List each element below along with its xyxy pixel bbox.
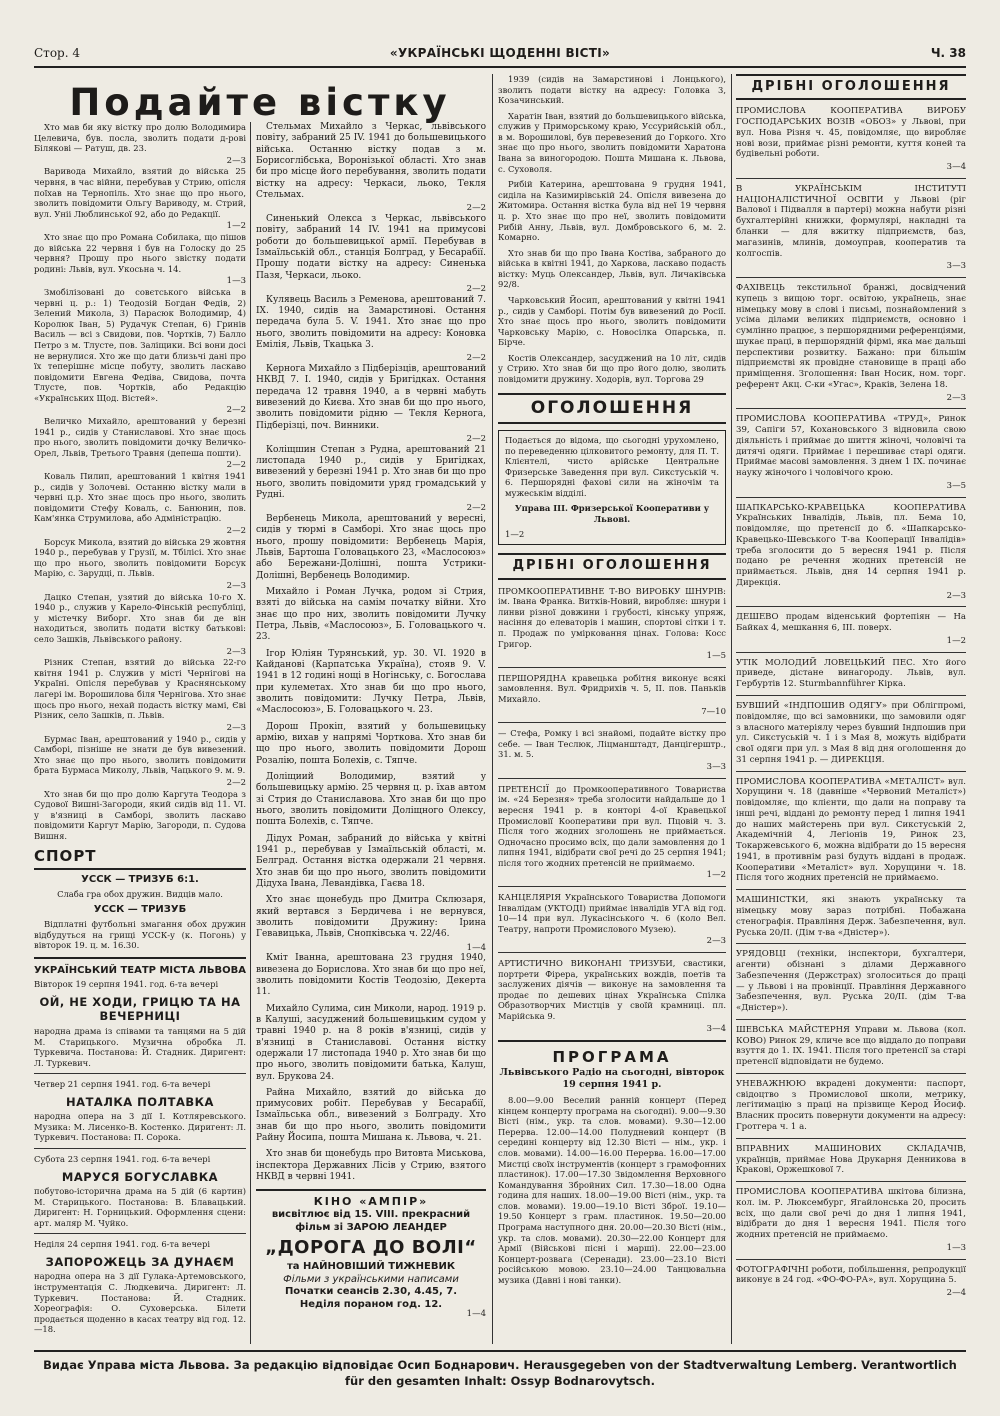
- divider: [736, 695, 966, 696]
- notice: Дорош Прокіп, взятий у большевицьку армію, вихав у напрямі Чорткова. Хто знав би що про нього, зволить повідомити Дорош Розалію, пошта Болехів, с. Тяпче.: [256, 721, 486, 766]
- notice: Бурмас Іван, арештований у 1940 р., сидів у Самборі, пізніше не знати де був вивезений. Хто знає що про нього, зволить повідомити брата Бурмаса Миколу, Львів, Чацького 9. м. 9.: [34, 733, 246, 776]
- divider: [34, 1148, 246, 1149]
- ad-tag: 2—3: [226, 155, 246, 166]
- notice: Хто знав би що про Івана Костіва, забраного до війська в квітні 1941, до Харкова, ласкаво подасть вістку: Муць Олександер, Львів, вул. Личаківська 92/8.: [498, 247, 726, 290]
- notice: Доліщиий Володимир, взятий у большевицьку армію. 25 червня ц. р. їхав автом зі Стрия до Станиславова. Хто знав би що про нього, зволить повідомити Доліщного Олексу, пошта Болехів, с. Тяпче.: [256, 771, 486, 828]
- divider: [498, 778, 726, 779]
- ad-tag: 1—4: [466, 942, 486, 953]
- divider: [498, 667, 726, 668]
- small-ad: ПРОМИСЛОВА КООПЕРАТИВА шкітова білизна, кол. ім. Р. Люксембург, Ягайлонська 20, просить всіх, що дали свої речі до дня 1 липня 1941, відібрати до дня 1 вересня 1941. Після того жодних претенсій не приймаємо.: [736, 1187, 966, 1241]
- notice: Коваль Пилип, арештований 1 квітня 1941 р., сидів у Золочеві. Останню вістку мали в червні ц.р. Хто знає щось про нього, зволить повідомити Стефу Коваль, с. Банюнин, пов. Кам'янка Струмилова, або Адміністрацію.: [34, 471, 246, 524]
- notice: Михайло і Роман Лучка, родом зі Стрия, взяті до війська на самім початку війни. Хто знає що про них, зволить повідомити Лучку Петра, Львів, «Маслосоюз», Б. Головацького ч. 23.: [256, 587, 486, 643]
- ad-tag: 1—4: [466, 1308, 486, 1319]
- small-ad: ДЕШЕВО продам віденський фортепіян — На Байках 4, мешкання 6, III. поверх.: [736, 612, 966, 634]
- ad-tag: 7—10: [701, 706, 726, 717]
- notice: Стельмах Михайло з Черкас, львівського повіту, забраний 25 IV. 1941 до большевицького війська. Останню вістку подав з м. Борисоглібська, Воронізької області. Хто знав би про місце його перебування, зволить подати вістку на адресу: Черкаси, льоко, Текля Стельмах.: [256, 122, 486, 200]
- ad-tag: 2—2: [466, 433, 486, 444]
- play-desc: народна опера на 3 дії Гулака-Артемовського, інструментація С. Людкевича. Диригент: Л. Туркевич. Постанова: Й. Стадник. Хореографія: О. Суховерська. Білети продається щоденно в касах театру від год. 12.—18.: [34, 1271, 246, 1335]
- small-ad: МАШИНІСТКИ, які знають українську та німецьку мову зараз потрібні. Побажана стенографія. Правління Держ. Забезпечення, вул. Руська 20/II. (Дім т-ва «Дністер»).: [736, 895, 966, 938]
- announcements-heading: ОГОЛОШЕННЯ: [498, 393, 726, 424]
- divider: [34, 957, 246, 959]
- divider: [498, 1040, 726, 1042]
- column-rule: [492, 74, 493, 1344]
- ad-tag: 2—3: [706, 936, 726, 947]
- notice: Синенький Олекса з Черкас, львівського повіту, забраний 14 IV. 1941 на примусові роботи до большевицької армії. Перебував в Ізмаїльській обл., станція Болград, у Бесарабії. Прошу подати вістку на адресу: Синенька Пазя, Черкаси, льоко.: [256, 214, 486, 281]
- notice: Величко Михайло, арештований у березні 1941 р., сидів у Станиславові. Хто знає щось про нього, зволить повідомити дочку Величко-Орел, Львів, Третього Травня (депеша пошти).: [34, 416, 246, 458]
- sport-heading: СПОРТ: [34, 847, 246, 870]
- notice: Хто мав би яку вістку про долю Володимира Целевича, був. посла, зволить подати д-рові Білякові — Ратуш, дв. 23.: [34, 122, 246, 154]
- radio-heading: ПРОГРАМА: [552, 1048, 672, 1067]
- divider: [498, 952, 726, 953]
- column-rule: [250, 122, 251, 1344]
- notice: Кернога Михайло з Підберізців, арештований НКВД 7. I. 1940, сидів у Бригідках. Остання передача 12 травня 1940, а в червні мабуть вивезений до Києва. Хто знав би що про нього, зволить повідомити рідню — Текля Кернога, Підберізці, поч. Винники.: [256, 364, 486, 431]
- small-ad: — Стефа, Ромку і всі знайомі, подайте вістку про себе. — Іван Теслюк, Ліцманштадт, Данцігерштр., 31. м. 5.: [498, 728, 726, 760]
- ad-tag: 2—2: [226, 526, 246, 537]
- ad-tag: 2—3: [226, 722, 246, 733]
- newspaper-title: «УКРАЇНСЬКІ ЩОДЕННІ ВІСТІ»: [389, 46, 611, 60]
- small-ad: УНЕВАЖНЮЮ вкрадені документи: паспорт, свідоцтво з Промислової школи, метрику, легітимацію з праці на прізвище Керод Йосиф. Власник просить повернути документи на адресу: Гротгера ч. 1 а.: [736, 1078, 966, 1133]
- divider: [736, 277, 966, 278]
- imprint-line-1: Видає Управа міста Львова. За редакцію відповідає Осип Боднарович. Herausgegeben von der Stadtverwaltung Lemberg. Verantwortlich: [43, 1358, 957, 1372]
- radio-subheading: Львівського Радіо на сьогодні, вівторок 19 серпня 1941 р.: [499, 1067, 725, 1091]
- small-ad: АРТИСТИЧНО ВИКОНАНІ ТРИЗУБИ, свастики, портрети Фірера, українських вождів, поетів та заслужених діячів — виконує на замовлення та продає по дешевих цінах Українська Спілка Образотворчих Мистців у своїй крамниці. пл. Марійська 9.: [498, 958, 726, 1021]
- play-title: ОЙ, НЕ ХОДИ, ГРИЦЮ ТА НА ВЕЧЕРНИЦІ: [39, 994, 241, 1024]
- small-ad: ПРЕТЕНСІЇ до Промкооперативного Товариства ім. «24 Березня» треба зголосити найдальше до 1 вересня 1941 р. в конторі 4-ої Кравецької Промисловії Кооперативи при вул. Пцовій ч. 3. Після того жодних зголошень не приймається. Одночасно просимо всіх, що дали замовлення до 1 липня 1941, відібрати свої речі до 25 серпня 1941; після того жодних претенсій не приймаємо.: [498, 783, 726, 868]
- small-ad: ШЕВСЬКА МАЙСТЕРНЯ Управи м. Львова (кол. КОВО) Ринок 29, кличе все що віддало до поправи взуття до 1. IX. 1941. Після того претенсії за старі претенсії відповідати не будемо.: [736, 1024, 966, 1068]
- ad-tag: 1—2: [505, 529, 525, 540]
- play-title: НАТАЛКА ПОЛТАВКА: [66, 1094, 214, 1109]
- divider: [736, 178, 966, 179]
- ad-tag: 2—3: [946, 590, 966, 601]
- match-note: Слаба гра обох дружин. Видців мало.: [57, 888, 223, 899]
- column-2: [256, 122, 486, 1319]
- main-title: Подайте вістку: [69, 81, 451, 124]
- small-ad: БУВШИЙ «ІНДПОШИВ ОДЯГУ» при Облігпромі, повідомляє, що всі замовники, що замовили одяг з власного матеріялу через бувший Індпошив при ул. Сикстуській ч. 1 і з Мая 8, можуть відібрати свої одяги при ул. з Мая 8 від дня оголошення до 31 серпня 1941 р. — ДИРЕКЦІЯ.: [736, 700, 966, 765]
- notice: Кміт Іванна, арештована 23 грудня 1940, вивезена до Борислова. Хто знав би що про неї, зволить повідомити Костів Теодозію, Декерта 11.: [256, 953, 486, 998]
- notice: Варивода Михайло, взятий до війська 25 червня, в час війни, перебував у Стрию, опісля поїхав на Тернопіль. Хто знає що про нього, зволить повідомити Ольгу Вариводу, м. Стрий, вул. Уніі Люблинської 92, або до Редакції.: [34, 166, 246, 219]
- announcement-signature: Управа III. Фризерської Кооперативи у Львові.: [514, 503, 710, 525]
- cinema-line: висвітлює від 15. VIII. прекрасний фільм зі ЗАРОЮ ЛЕАНДЕР: [271, 1209, 471, 1233]
- column-rule: [731, 74, 732, 1344]
- notice: 1939 (сидів на Замарстинові і Лонцького), зволить подати вістку на адресу: Головка 3, Козачинський.: [498, 74, 726, 106]
- small-ad: ПЕРШОРЯДНА кравецька робітня виконує всякі замовлення. Вул. Фридрихів ч. 5, II. пов. Паньків Михайло.: [498, 672, 726, 705]
- divider: [736, 1138, 966, 1139]
- notice: Чарковський Йосип, арештований у квітні 1941 р., сидів у Самборі. Потім був вивезений до Росії. Хто знає щось про нього, зволить повідомити Чарковську Марію, с. Новосілка Опарська, п. Бірче.: [498, 294, 726, 348]
- announcement-box: [498, 430, 726, 545]
- column-1: [34, 122, 246, 1340]
- small-ad: ФОТОГРАФІЧНІ роботи, побільшення, репродукції виконує в 24 год. «ФО-ФО-РА», вул. Хорущина 5.: [736, 1264, 966, 1286]
- small-ad: ФАХІВЕЦЬ текстильної бранжі, досвідчений купець з вищою торг. освітою, українець, знає німецьку мову в слові і письмі, познайомлений з усіма ділами великих підприємств, основно і сумлінно працює, з першорядними референціями, шукає праці, в першорядній фірмі, яка має дальші перспективи розвитку. Бажано: при більшім підприємстві як провідне становище в праці або приміщення. Зголошення: Іван Носик, ном. торг. референт Акц. С-ки «Угас», Краків, Зелена 18.: [736, 282, 966, 390]
- notice: Райна Михайло, взятий до війська до примусових робіт. Перебував у Бесарабії, Ізмаїльська обл., вивезений з Болграду. Хто знав би що про нього, зволить повідомити Райну Йосипа, пошта Мишана к. Львова, ч. 21.: [256, 1087, 486, 1144]
- divider: [736, 1019, 966, 1020]
- film-title: „ДОРОГА ДО ВОЛІ“: [265, 1236, 477, 1258]
- divider: [34, 1233, 246, 1234]
- small-ad: ПРОМИСЛОВА КООПЕРАТИВА «МЕТАЛІСТ» вул. Хорущини ч. 18 (давніше «Червоний Металіст») повідомляє, що клієнти, що дали на поправу та інші речі, віддані до ремонту перед 1 липня 1941 до наших майстерень при вул. Сикстуській 2, Академічній 4, Легіонів 19, Ринок 23, Токаржевського 6, можна відібрати до 15 вересня 1941, в противнім разі будуть віддані в продаж. Кооперативи «Металіст» вул. Хорущини ч. 18. Після того жодних претенсій не приймаємо.: [736, 776, 966, 884]
- play-title: МАРУСЯ БОГУСЛАВКА: [61, 1169, 219, 1184]
- divider: [736, 943, 966, 944]
- match-score: УССК — ТРИЗУБ 6:1.: [81, 874, 199, 886]
- ad-tag: 2—2: [226, 405, 246, 416]
- page-header: [34, 42, 966, 68]
- show-date: Неділя 24 серпня 1941. год. 6-та вечері: [34, 1239, 210, 1250]
- notice: Хто знав би що про долю Каргута Теодора з Судової Вишні-Загороди, який сидів від 11. VI. у в'язниці в Самборі, зволить ласкаво повідомити Каргут Марію, Загороди, п. Судова Вишня.: [34, 788, 246, 841]
- small-ad: В УКРАЇНСЬКІМ ІНСТИТУТІ НАЦІОНАЛІСТИЧНОЇ ОСВІТИ у Львові (ріг Валової і Підвалля в партері) можна набути різні бухгалтерійні книжки, формулярі, накладні та бланки — для вжитку підприємств, баз, магазинів, млинів, домоуправ, кооператив та колгоспів.: [736, 183, 966, 259]
- notice: Дацко Степан, узятий до війська 10-го Х. 1940 р., служив у Карело-Фінській республіці, у містечку Виборг. Хто знав би де він находиться, зволить подати вістку батькові: село Зашків, Львівського району.: [34, 591, 246, 645]
- notice: Змобілізовані до совєтського війська в червні ц. р.: 1) Теодозій Богдан Федів, 2) Зелений Микола, 3) Парасюк Володимир, 4) Королюк Іван, 5) Рудачук Степан, 6) Гринів Василь — всі з Свидови, пов. Чортків, 7) Балло Петро з м. Тлусте, пов. Заліщики. Всі вони досі не вернулися. Хто же що дати близьчі дані про їх теперішнє місце побуту, зволить ласкаво повідомити Евгена Федіва, Свидова, почта Тлусте, пов. Чортків, або Редакцію «Українських Щод. Вістей».: [34, 287, 246, 403]
- divider: [736, 606, 966, 607]
- notice: Костів Олександер, засуджений на 10 літ, сидів у Стрию. Хто знав би що про його долю, зволить повідомити дружину. Ходорів, вул. Торгова 29: [498, 352, 726, 385]
- notice: Вербенець Микола, арештований у вересні, сидів у тюрмі в Самборі. Хто знає щось про нього, прошу повідомити: Вербенець Марія, Львів, Бартоша Головацького 23, «Маслосоюз» або Бережани-Долішні, пошта Устрики-Долішні, Вербенець Володимир.: [256, 514, 486, 581]
- ad-tag: 2—3: [946, 392, 966, 403]
- ad-tag: 1—3: [226, 276, 246, 287]
- small-ad: УРЯДОВЦІ (техніки, інспектори, бухгалтери, агенти) обізнані з ділами Державного Забезпечення (Держстрах) зголоситься до праці — у Львові і на провінції. Правління Державного Забезпечення, вул. Руська 20/II. (дім Т-ва «Дністер»).: [736, 949, 966, 1014]
- small-ad: ПРОМИСЛОВА КООПЕРАТИВА ВИРОБУ ГОСПОДАРСЬКИХ ВОЗІВ «ОБОЗ» у Львові, при вул. Нова Різня ч. 45, повідомляє, що виробляє нові вози, приймає різні ремонти, куття коней та будівельні роботи.: [736, 106, 966, 160]
- divider: [736, 497, 966, 498]
- divider: [498, 722, 726, 723]
- ad-tag: 2—2: [466, 503, 486, 514]
- ad-tag: 2—4: [946, 1288, 966, 1299]
- divider: [736, 771, 966, 772]
- notice: Борсук Микола, взятий до війська 29 жовтня 1940 р., перебував у Грузії, м. Тбілісі. Хто знає що про нього, зволить повідомити Борсук Марію, с. Зарудці, п. Львів.: [34, 536, 246, 579]
- ad-tag: 2—2: [226, 777, 246, 788]
- ad-tag: 1—2: [706, 870, 726, 881]
- imprint-footer: [34, 1350, 966, 1389]
- divider: [34, 1073, 246, 1074]
- cinema-ad: [256, 1189, 486, 1319]
- ad-tag: 1—2: [226, 221, 246, 232]
- ad-tag: 2—2: [466, 203, 486, 214]
- cinema-name: КІНО «АМПІР»: [313, 1195, 429, 1209]
- play-desc: народна драма із співами та танцями на 5 дій М. Старицького. Музична обробка Л. Туркевича. Постанова: Й. Стадник. Диригент: Л. Туркевич.: [34, 1025, 246, 1068]
- divider: [736, 408, 966, 409]
- small-ad: ВПРАВНИХ МАШИНОВИХ СКЛАДАЧІВ, українців, приймає Нова Друкарня Денникова в Кракові, Оржешкової 7.: [736, 1143, 966, 1176]
- divider: [736, 1181, 966, 1182]
- small-ad: КАНЦЕЛЯРІЯ Українського Товариства Допомоги Інвалідам (УКТОДІ) приймає інвалідів УГА від год. 10—14 при вул. Лукасінського ч. 6 (коло Вел. Театру, напроти Промислового Музею).: [498, 892, 726, 934]
- ad-tag: 1—3: [946, 1242, 966, 1253]
- notice: Рибій Катерина, арештована 9 грудня 1941, сиділа на Казимирівській 24. Опісля вивезена до Житомира. Остання вістка була від неї 19 червня ц. р. Хто знає що про неї, зволить повідомити Рибій Анну, Львів, вул. Домбровського 6, м. 2. Комарно.: [498, 179, 726, 243]
- notice: Хто знав би щонебудь про Витовта Миськова, інспектора Державних Лісів у Стрию, взятого НКВД в червні 1941.: [256, 1149, 486, 1183]
- ad-tag: 1—2: [946, 635, 966, 646]
- notice: Михайло Сулима, син Миколи, народ. 1919 р. в Калуші, засуджений большевицьким судом у травні 1940 р. на 8 років в'язниці, сидів у в'язниці в Станиславові. Остання вістку одержали 17 листопада 1940 р. Хто знав би що про нього, зволить повідомити батька, Калуш, вул. Брукова 24.: [256, 1003, 486, 1082]
- divider: [736, 889, 966, 890]
- notice: Ігор Юліян Турянський, ур. 30. VI. 1920 в Кайданові (Карпатська Україна), стояв 9. V. 1941 в 12 годині нощі в Ногінську, с. Богослава при кулеметах. Хто знав би що про нього, зволить повідомити: Лучку Петра, Львів, «Маслосоюз», Б. Головацького ч. 23.: [256, 648, 486, 716]
- column-3: [498, 74, 726, 1291]
- notice: Кулявець Василь з Ременова, арештований 7. IX. 1940, сидів на Замарстинові. Остання передача була 5. V. 1941. Хто знає що про нього, зволить повідомити на адресу: Коновка Емілія, Львів, Ткацька 3.: [256, 294, 486, 350]
- divider: [736, 1073, 966, 1074]
- ad-tag: 2—2: [466, 283, 486, 294]
- show-date: Четвер 21 серпня 1941. год. 6-та вечері: [34, 1079, 211, 1090]
- ad-tag: 2—3: [226, 581, 246, 592]
- small-ads-heading: ДРІБНІ ОГОЛОШЕННЯ: [498, 553, 726, 579]
- session-times: Початки сеансів 2.30, 4.45, 7.: [284, 1286, 458, 1298]
- ad-tag: 3—3: [946, 261, 966, 272]
- ad-tag: 2—2: [226, 460, 246, 471]
- divider: [736, 1259, 966, 1260]
- play-title: ЗАПОРОЖЕЦЬ ЗА ДУНАЄМ: [45, 1255, 235, 1269]
- notice: Коліщшин Степан з Рудна, арештований 21 листопада 1940 р., сидів у Бригідках, вивезений у березні 1941 р. Хто знав би що про нього, зволить повідомити уряд громадський у Рудні.: [256, 444, 486, 500]
- ad-tag: 3—4: [946, 162, 966, 173]
- newsreel: та НАЙНОВІШИЙ ТИЖНЕВИК: [286, 1261, 456, 1273]
- show-date: Вівторок 19 серпня 1941. год. 6-та вечері: [34, 979, 219, 990]
- play-desc: народна опера на 3 дії І. Котляревського. Музика: М. Лисенко-В. Костенко. Диригент: Л. Туркевич. Постанова: П. Сорока.: [34, 1111, 246, 1143]
- small-ad: ШАПКАРСЬКО-КРАВЕЦЬКА КООПЕРАТИВА Українських Інвалідів, Львів, пл. Бема 10, повідомляє, що претенсії до б. «Шапкарсько-Кравецько-Шевського Т-ва Кооперації Інвалідів» треба зголосити до 5 вересня 1941 р. Після подано ре речення жодних претенсій не приймається. Львів, дня 14 серпня 1941 р. Дирекція.: [736, 502, 966, 588]
- show-date: Субота 23 серпня 1941. год. 6-та вечері: [34, 1154, 211, 1165]
- ad-tag: 1—5: [706, 651, 726, 662]
- announcement-text: Подається до відома, що сьогодні урухомлено, по переведенню цілковитого ремонту, для П. Т. Клієнтелі, чисто арійське Центральне Фризерське Заведення при вул. Сикстуській ч. 6. Першорядні фахові сили на жіночім та мужеськім відділі.: [505, 435, 719, 498]
- divider: [498, 886, 726, 887]
- notice: Харатін Іван, взятий до большевицького війська, служив у Приморському краю, Уссурийській обл., в м. Ворошилові, був перевезений до Горкого. Хто знає що про нього, зволить повідомити Харатона Івана за виногородою. Пошта Мишана к. Львова, с. Суховоля.: [498, 110, 726, 174]
- notice: Різник Степан, взятий до війська 22-го квітня 1941 р. Служив у місті Чернігові на Україні. Опісля перебував у Краснянському лагері ім. Ворошилова біля Чернігова. Хто знає щось про нього, нехай подасть вістку мамі, Єві Різник, село Зашків, п. Львів.: [34, 657, 246, 721]
- play-desc: побутово-історична драма на 5 дій (6 картин) М. Старицького. Постанова: В. Блавацький. Диригент: Н. Горницький. Оформлення сцени: арт. маляр М. Чуйко.: [34, 1186, 246, 1228]
- match-fixture: УССК — ТРИЗУБ: [93, 904, 187, 916]
- column-4: [736, 74, 966, 1299]
- small-ads-heading: ДРІБНІ ОГОЛОШЕННЯ: [736, 74, 966, 100]
- subtitles-note: Фільми з українськими написами: [283, 1273, 459, 1285]
- divider: [736, 652, 966, 653]
- ad-tag: 2—3: [226, 646, 246, 657]
- small-ad: ПРОМИСЛОВА КООПЕРАТИВА «ТРУД», Ринок 39, Сапіги 57, Кохановського 3 відновила свою діяльність і приймає до шиття жіночі, чоловічі та дитячі одяги. Приймає і перешиває старі одяги. Приймає масові замовлення. З днем 1 IX. починає науку жіночого і чоловічого крою.: [736, 414, 966, 479]
- theatre-heading: УКРАЇНСЬКИЙ ТЕАТР МІСТА ЛЬВОВА: [34, 964, 246, 976]
- small-ad: ПРОМКООПЕРАТИВНЕ Т-ВО ВИРОБКУ ШНУРІВ: ім. Івана Франка. Витків-Новий, виробляє: шнури і линви різної довжини і грубості, кінську упряж, насіння до елеваторів і машин, спортові сітки і т. п. Продаж по умірковання цінах. Голова: Косс Григор.: [498, 585, 726, 649]
- imprint-line-2: für den gesamten Inhalt: Ossyp Bodnarovytsch.: [345, 1373, 655, 1388]
- notice: Хто знає щонебудь про Дмитра Склюзаря, який вертався з Бердичева і не вернувся, зволить повідомити Дружину: Ірина Гевавицька, Львів, Снопківська ч. 22/46.: [256, 895, 486, 940]
- issue-number: Ч. 38: [930, 46, 966, 60]
- radio-program: 8.00—9.00 Веселий ранній концерт (Перед кінцем концерту програма на сьогодні). 9.00—9.30 Вісті (нім., укр. та слов. мовами). 9.30—12.00 Перерва. 12.00—14.00 Полудневий концерт (В середині концерту від 12.30 Вісті — нім., укр. і слов. мовами). 14.00—16.00 Перерва. 16.00—17.00 Мистці своїх інструментів (концерт з грамофонних пластинок). 17.00—17.30 Звідомлення Верховного Командування Збройних Сил. 17.30—18.00 Одна година для наших. 18.00—19.00 Вісті (нім., укр. та слов. мовами). 19.00—19.10 Вісті Зброї. 19.10—19.50 Концерт з грам. пластинок. 19.50—20.00 Програма наступного дня. 20.00—20.30 Вісті (нім., укр. та слов. мовами). 20.30—22.00 Концерт для Армії (Військові пісні і марші). 22.00—23.00 Концерт-розвага (Серенади). 23.00—23.10 Вісті російською мовою. 23.10—24.00 Танцювальна музика (Давні і нові танки).: [498, 1095, 726, 1285]
- ad-tag: 2—2: [466, 353, 486, 364]
- match-text: Відплатні футбольні змагання обох дружин відбудуться на грищі УССК-у (к. Погонь) у вівторок 19. ц. м. 16.30.: [34, 919, 246, 951]
- ad-tag: 3—4: [706, 1023, 726, 1034]
- notice: Дідух Роман, забраний до війська у квітні 1941 р., перебував у Ізмаїльській області, м. Белград. Остання вістка одержали 21 червня. Хто знав би що про нього, зволить повідомити Дідуха Івана, Левандівка, Гаєва 18.: [256, 833, 486, 889]
- page-number: Стор. 4: [34, 46, 80, 60]
- notice: Хто знає що про Романа Собилака, що пішов до війська 22 червня і був на Голоску до 25 червня? Прошу про нього звістку подати родині: Львів, вул. Укосьна ч. 14.: [34, 232, 246, 274]
- small-ad: УТІК МОЛОДИЙ ЛОВЕЦЬКИЙ ПЕС. Хто його приведе, дістане винагороду. Львів, вул. Гербуртів 12. Sturmbannführer Кірка.: [736, 657, 966, 690]
- ad-tag: 3—3: [706, 762, 726, 773]
- ad-tag: 3—5: [946, 480, 966, 491]
- sunday-session: Неділя пораном год. 12.: [299, 1298, 443, 1310]
